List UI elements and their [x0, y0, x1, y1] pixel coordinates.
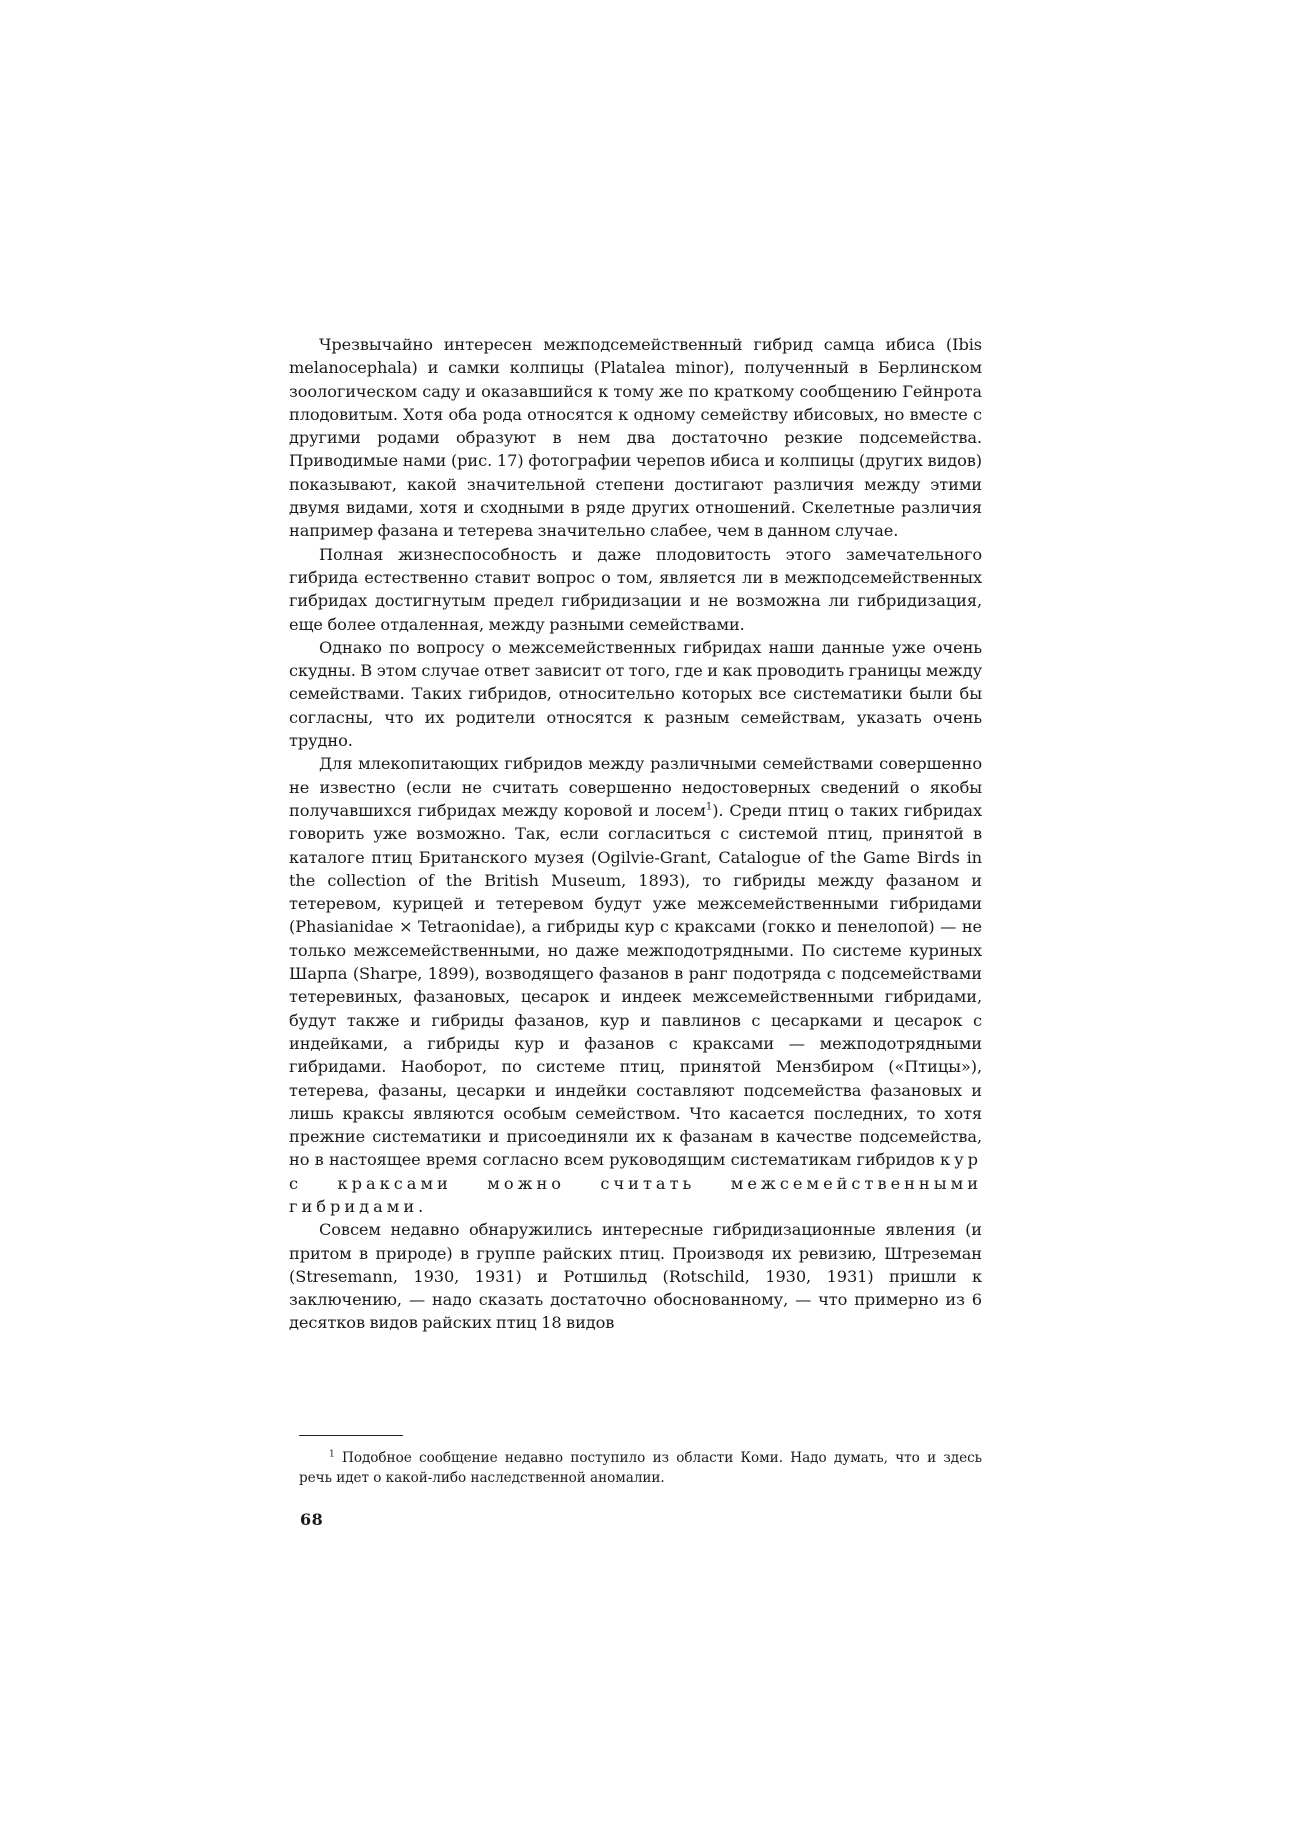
footnote-reference: 1 [705, 801, 713, 813]
paragraph-4-text-b: ). Среди птиц о таких гибридах говорить уже возможно. Так, если согласиться с системой птиц, принятой в каталоге птиц Британского музея (Ogilvie-Grant, Catalogue of the Game Birds in the collection of the British Museum, 1893), то гибриды между фазаном и тетеревом, курицей и тетеревом будут уже межсемейственными гибридами (Phasianidae × Tetraonidae), а гибриды кур с краксами (гокко и пенелопой) — не только межсемейственными, но даже межподотрядными. По системе куриных Шарпа (Sharpe, 1899), возводящего фазанов в ранг подотряда с подсемействами тетеревиных, фазановых, цесарок и индеек межсемейственными гибридами, будут также и гибриды фазанов, кур и павлинов с цесарками и цесарок с индейками, а гибриды кур и фазанов с краксами — межподотрядными гибридами. Наоборот, по системе птиц, принятой Мензбиром («Птицы»), тетерева, фазаны, цесарки и индейки составляют подсемейства фазановых и лишь краксы являются особым семейством. Что касается последних, то хотя прежние систематики и присоединяли их к фазанам в качестве подсемейства, но в настоящее время согласно всем руководящим систематикам гибридов [289, 800, 982, 1170]
paragraph-5: Совсем недавно обнаружились интересные гибридизационные явления (и притом в природе) в группе райских птиц. Производя их ревизию, Штреземан (Stresemann, 1930, 1931) и Ротшильд (Rotschild, 1930, 1931) пришли к заключению, — надо сказать достаточно обоснованному, — что примерно из 6 десятков видов райских птиц 18 видов [289, 1220, 982, 1333]
paragraph-4-text-c: . [418, 1196, 424, 1216]
spaced-emphasis: кур с краксами можно считать межсемейственными гибридами [289, 1150, 982, 1216]
main-text [289, 333, 982, 1335]
page-number: 68 [300, 1510, 324, 1529]
paragraph-4 [289, 752, 982, 1218]
paragraph-3: Однако по вопросу о межсемейственных гибридах наши данные уже очень скудны. В этом случае ответ зависит от того, где и как проводить границы между семействами. Таких гибридов, относительно которых все систематики были бы согласны, что их родители относятся к разным семействам, указать очень трудно. [289, 637, 982, 751]
paragraph-4-text-a: Для млекопитающих гибридов между различными семействами совершенно не известно (если не считать совершенно недостоверных сведений о якобы получавшихся гибридах между коровой и лосем [289, 754, 982, 820]
footnote [299, 1448, 982, 1488]
paragraph-2: Полная жизнеспособность и даже плодовитость этого замечательного гибрида естественно ставит вопрос о том, является ли в межподсемейственных гибридах достигнутым предел гибридизации и не возможна ли гибридизация, еще более отдаленная, между разными семействами. [289, 544, 982, 634]
footnote-text: Подобное сообщение недавно поступило из области Коми. Надо думать, что и здесь речь идет о какой-либо наследственной аномалии. [299, 1450, 983, 1486]
paragraph-1: Чрезвычайно интересен межподсемейственный гибрид самца ибиса (Ibis melanocephala) и самки колпицы (Platalea minor), полученный в Берлинском зоологическом саду и оказавшийся к тому же по краткому сообщению Гейнрота плодовитым. Хотя оба рода относятся к одному семейству ибисовых, но вместе с другими родами образуют в нем два достаточно резкие подсемейства. Приводимые нами (рис. 17) фотографии черепов ибиса и колпицы (других видов) показывают, какой значительной степени достигают различия между этими двумя видами, хотя и сходными в ряде других отношений. Скелетные различия например фазана и тетерева значительно слабее, чем в данном случае. [289, 335, 982, 541]
footnote-mark: 1 [329, 1449, 335, 1460]
footnote-divider [299, 1435, 403, 1436]
